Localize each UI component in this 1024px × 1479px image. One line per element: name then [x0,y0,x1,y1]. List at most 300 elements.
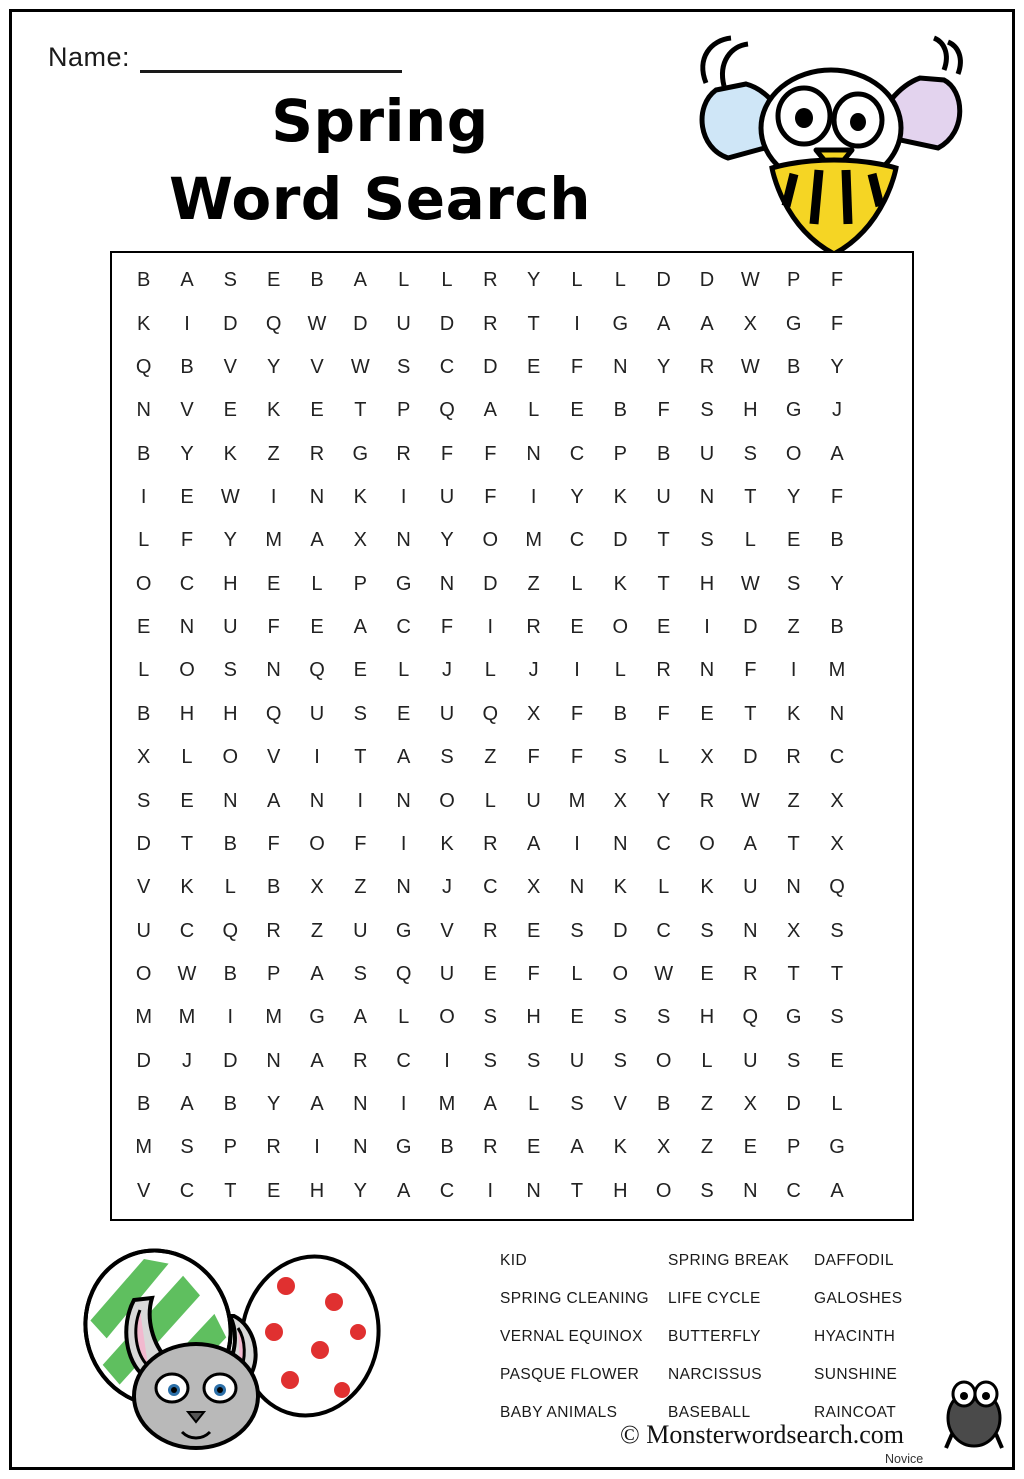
grid-cell[interactable]: A [700,312,714,335]
grid-cell[interactable] [859,1040,902,1083]
grid-cell[interactable]: E [526,1136,541,1159]
grid-cell[interactable]: X [656,1136,671,1159]
grid-cell[interactable]: D [743,746,758,769]
grid-cell[interactable]: O [222,746,239,769]
grid-cell[interactable]: R [353,1049,368,1072]
grid-cell[interactable]: Z [787,616,800,639]
grid-cell[interactable]: K [180,876,194,899]
grid-cell[interactable]: J [441,659,452,682]
grid-cell[interactable]: C [179,572,195,595]
grid-cell[interactable]: Q [482,702,499,725]
grid-cell[interactable]: R [699,789,715,812]
grid-cell[interactable]: C [179,919,195,942]
grid-cell[interactable]: I [400,485,407,508]
grid-cell[interactable]: E [526,919,541,942]
grid-cell[interactable]: B [830,616,844,639]
grid-cell[interactable]: G [395,1136,412,1159]
grid-cell[interactable]: C [439,1179,455,1202]
grid-cell[interactable]: H [743,399,758,422]
grid-cell[interactable]: E [396,702,411,725]
grid-cell[interactable]: S [396,355,411,378]
grid-cell[interactable]: P [786,1136,801,1159]
grid-cell[interactable]: N [136,399,151,422]
grid-cell[interactable]: L [181,746,193,769]
grid-cell[interactable]: X [743,1093,757,1116]
grid-cell[interactable]: I [444,1049,450,1072]
grid-cell[interactable]: F [484,442,497,465]
grid-cell[interactable]: U [743,1049,758,1072]
grid-cell[interactable]: U [656,485,671,508]
grid-cell[interactable]: Z [700,1136,714,1159]
grid-cell[interactable]: L [614,269,626,292]
grid-cell[interactable]: K [613,485,627,508]
grid-cell[interactable]: F [527,962,540,985]
grid-cell[interactable]: T [180,832,194,855]
grid-cell[interactable]: F [570,702,584,725]
grid-cell[interactable]: F [267,832,280,855]
grid-cell[interactable]: B [656,1093,671,1116]
grid-cell[interactable]: Y [830,355,844,378]
grid-cell[interactable]: F [354,832,367,855]
grid-cell[interactable]: F [657,702,670,725]
grid-cell[interactable]: B [310,269,324,292]
grid-cell[interactable]: X [830,789,844,812]
grid-cell[interactable]: A [396,1179,411,1202]
grid-cell[interactable]: D [699,269,715,292]
grid-cell[interactable] [859,476,902,519]
grid-cell[interactable]: I [400,832,407,855]
grid-cell[interactable]: A [353,1006,367,1029]
grid-cell[interactable]: P [786,269,801,292]
grid-cell[interactable]: H [309,1179,325,1202]
grid-cell[interactable]: W [307,312,327,335]
grid-cell[interactable]: I [530,485,537,508]
grid-cell[interactable]: E [743,1136,757,1159]
grid-cell[interactable]: Y [526,269,541,292]
grid-cell[interactable]: K [613,876,627,899]
grid-cell[interactable]: L [484,659,496,682]
grid-cell[interactable]: G [785,312,802,335]
grid-cell[interactable]: X [526,702,541,725]
grid-cell[interactable]: L [528,1093,540,1116]
grid-cell[interactable]: A [310,529,324,552]
grid-cell[interactable]: E [266,572,281,595]
grid-cell[interactable]: B [266,876,281,899]
grid-cell[interactable]: O [655,1179,672,1202]
grid-cell[interactable]: C [656,919,671,942]
grid-cell[interactable]: N [439,572,455,595]
grid-cell[interactable]: F [440,616,454,639]
grid-cell[interactable]: N [396,789,411,812]
grid-cell[interactable]: T [354,399,367,422]
grid-cell[interactable]: B [786,355,801,378]
grid-cell[interactable]: H [179,702,195,725]
grid-cell[interactable]: B [440,1136,454,1159]
grid-cell[interactable]: S [353,702,367,725]
grid-cell[interactable]: E [266,269,281,292]
grid-cell[interactable]: V [440,919,454,942]
grid-cell[interactable]: V [180,399,194,422]
grid-cell[interactable]: B [180,355,194,378]
grid-cell[interactable] [859,302,902,345]
grid-cell[interactable]: T [787,962,800,985]
grid-cell[interactable]: I [574,312,580,335]
grid-cell[interactable]: S [526,1049,541,1072]
grid-cell[interactable]: L [614,659,626,682]
grid-cell[interactable] [859,1126,902,1169]
grid-cell[interactable]: W [740,355,760,378]
grid-cell[interactable]: D [223,312,238,335]
grid-cell[interactable]: C [656,832,671,855]
grid-cell[interactable] [859,866,902,909]
grid-cell[interactable]: C [569,529,585,552]
grid-cell[interactable]: F [570,355,584,378]
grid-cell[interactable]: I [227,1006,234,1029]
grid-cell[interactable]: E [136,616,151,639]
grid-cell[interactable]: E [700,702,714,725]
grid-cell[interactable]: R [483,1136,498,1159]
grid-cell[interactable]: F [830,269,844,292]
grid-cell[interactable]: A [483,399,497,422]
grid-cell[interactable]: L [441,269,453,292]
grid-cell[interactable]: R [483,832,498,855]
grid-cell[interactable]: T [787,832,800,855]
grid-cell[interactable]: O [179,659,195,682]
grid-cell[interactable]: D [786,1093,801,1116]
grid-cell[interactable]: O [135,572,152,595]
grid-cell[interactable]: R [483,919,498,942]
grid-cell[interactable]: S [743,442,757,465]
grid-cell[interactable]: R [656,659,671,682]
grid-cell[interactable]: Z [354,876,367,899]
grid-cell[interactable]: S [483,1049,497,1072]
grid-cell[interactable]: O [612,616,629,639]
grid-cell[interactable] [859,432,902,475]
grid-cell[interactable]: M [135,1006,152,1029]
grid-cell[interactable]: N [613,832,628,855]
grid-cell[interactable]: J [441,876,452,899]
grid-cell[interactable]: N [179,616,195,639]
grid-cell[interactable]: O [439,1006,455,1029]
grid-cell[interactable]: L [138,659,150,682]
grid-cell[interactable]: X [786,919,801,942]
grid-cell[interactable]: S [223,269,237,292]
grid-cell[interactable]: Y [786,485,801,508]
grid-cell[interactable]: Z [787,789,800,812]
grid-cell[interactable]: B [136,702,151,725]
grid-cell[interactable] [859,779,902,822]
grid-cell[interactable]: D [223,1049,238,1072]
grid-cell[interactable]: S [353,962,367,985]
grid-cell[interactable]: S [656,1006,671,1029]
grid-cell[interactable]: N [309,485,325,508]
grid-cell[interactable]: J [181,1049,192,1072]
grid-cell[interactable]: Y [656,355,671,378]
grid-cell[interactable]: T [744,485,757,508]
grid-cell[interactable]: Z [267,442,280,465]
grid-cell[interactable]: E [483,962,497,985]
grid-cell[interactable]: B [136,269,151,292]
grid-cell[interactable]: Q [265,312,282,335]
grid-cell[interactable]: V [266,746,281,769]
grid-cell[interactable]: N [613,355,628,378]
grid-cell[interactable]: L [224,876,236,899]
grid-cell[interactable]: B [613,399,627,422]
grid-cell[interactable] [859,953,902,996]
grid-cell[interactable]: I [270,485,277,508]
grid-cell[interactable] [859,823,902,866]
grid-cell[interactable]: G [309,1006,325,1029]
grid-cell[interactable]: T [570,1179,584,1202]
grid-cell[interactable]: E [830,1049,844,1072]
grid-cell[interactable]: V [613,1093,627,1116]
grid-cell[interactable]: T [527,312,540,335]
grid-cell[interactable]: X [353,529,367,552]
grid-cell[interactable]: Q [265,702,282,725]
grid-cell[interactable]: F [830,312,844,335]
grid-cell[interactable]: O [135,962,152,985]
grid-cell[interactable]: X [700,746,714,769]
grid-cell[interactable]: I [704,616,710,639]
grid-cell[interactable]: L [831,1093,843,1116]
grid-cell[interactable]: O [612,962,629,985]
grid-cell[interactable]: X [310,876,324,899]
grid-cell[interactable]: L [658,876,670,899]
grid-cell[interactable]: M [178,1006,196,1029]
grid-cell[interactable]: T [744,702,757,725]
grid-cell[interactable]: F [440,442,454,465]
grid-cell[interactable]: A [353,269,367,292]
grid-cell[interactable] [859,736,902,779]
grid-cell[interactable]: A [743,832,757,855]
grid-cell[interactable]: Q [395,962,412,985]
grid-cell[interactable]: U [743,876,758,899]
grid-cell[interactable]: S [786,572,801,595]
grid-cell[interactable]: S [700,1179,714,1202]
grid-cell[interactable]: B [613,702,627,725]
grid-cell[interactable]: Y [223,529,237,552]
grid-cell[interactable]: I [790,659,797,682]
grid-cell[interactable]: T [224,1179,237,1202]
grid-cell[interactable]: K [136,312,151,335]
grid-cell[interactable]: N [309,789,325,812]
grid-cell[interactable]: P [613,442,627,465]
grid-cell[interactable]: L [744,529,756,552]
grid-cell[interactable]: L [571,572,583,595]
grid-cell[interactable]: X [526,876,541,899]
grid-cell[interactable]: E [570,616,584,639]
grid-cell[interactable]: F [570,746,584,769]
grid-cell[interactable]: W [740,789,760,812]
grid-cell[interactable]: I [314,1136,320,1159]
grid-cell[interactable]: W [740,572,760,595]
grid-cell[interactable]: E [570,1006,584,1029]
grid-cell[interactable]: C [439,355,455,378]
grid-cell[interactable]: U [396,312,411,335]
grid-cell[interactable]: S [613,1049,627,1072]
grid-cell[interactable]: M [265,1006,282,1029]
grid-cell[interactable]: N [526,1179,541,1202]
grid-cell[interactable]: D [483,355,498,378]
grid-cell[interactable]: R [483,312,498,335]
grid-cell[interactable]: O [699,832,715,855]
grid-cell[interactable]: L [571,962,583,985]
grid-cell[interactable]: T [657,572,670,595]
grid-cell[interactable] [859,909,902,952]
grid-cell[interactable]: E [310,399,324,422]
grid-cell[interactable]: L [311,572,323,595]
grid-cell[interactable]: A [830,1179,844,1202]
grid-cell[interactable]: A [180,269,194,292]
grid-cell[interactable] [859,346,902,389]
grid-cell[interactable]: P [266,962,281,985]
grid-cell[interactable]: N [396,529,411,552]
grid-cell[interactable]: N [569,876,585,899]
grid-cell[interactable]: L [398,269,410,292]
grid-cell[interactable]: S [570,919,584,942]
grid-cell[interactable]: Q [135,355,152,378]
grid-cell[interactable]: D [439,312,455,335]
grid-cell[interactable]: X [136,746,151,769]
grid-cell[interactable]: U [439,485,455,508]
grid-cell[interactable]: S [613,1006,627,1029]
grid-cell[interactable]: J [831,399,842,422]
grid-cell[interactable]: C [483,876,498,899]
grid-cell[interactable]: M [265,529,282,552]
grid-cell[interactable]: E [700,962,714,985]
grid-cell[interactable]: R [266,919,281,942]
grid-cell[interactable]: N [223,789,238,812]
grid-cell[interactable]: U [569,1049,585,1072]
grid-cell[interactable]: T [830,962,844,985]
grid-cell[interactable]: X [830,832,844,855]
grid-cell[interactable]: S [830,919,844,942]
grid-cell[interactable]: H [699,572,715,595]
grid-cell[interactable]: N [266,1049,281,1072]
grid-cell[interactable]: F [744,659,757,682]
grid-cell[interactable]: N [743,1179,758,1202]
grid-cell[interactable]: E [656,616,671,639]
grid-cell[interactable]: R [309,442,325,465]
grid-cell[interactable]: A [570,1136,584,1159]
grid-cell[interactable]: Y [656,789,671,812]
grid-cell[interactable]: F [267,616,280,639]
grid-cell[interactable]: A [310,1049,324,1072]
grid-cell[interactable]: E [570,399,584,422]
grid-cell[interactable]: E [180,485,194,508]
grid-cell[interactable]: M [568,789,586,812]
grid-cell[interactable]: X [613,789,627,812]
grid-cell[interactable]: Y [266,1093,281,1116]
grid-cell[interactable]: L [484,789,496,812]
grid-cell[interactable]: A [266,789,281,812]
grid-cell[interactable]: E [353,659,367,682]
grid-cell[interactable]: U [526,789,541,812]
grid-cell[interactable]: H [223,702,238,725]
grid-cell[interactable]: G [829,1136,845,1159]
grid-cell[interactable]: V [136,876,151,899]
grid-cell[interactable]: L [658,746,670,769]
grid-cell[interactable]: W [654,962,674,985]
grid-cell[interactable] [859,389,902,432]
grid-cell[interactable]: D [656,269,671,292]
grid-cell[interactable]: D [483,572,498,595]
grid-cell[interactable]: A [830,442,844,465]
grid-cell[interactable]: R [699,355,715,378]
grid-cell[interactable]: E [786,529,801,552]
grid-cell[interactable]: N [266,659,281,682]
grid-cell[interactable] [859,259,902,302]
grid-cell[interactable]: G [395,572,412,595]
grid-cell[interactable]: D [353,312,368,335]
grid-cell[interactable]: F [830,485,844,508]
grid-cell[interactable]: C [179,1179,195,1202]
grid-cell[interactable]: N [353,1136,368,1159]
grid-cell[interactable] [859,519,902,562]
grid-cell[interactable]: E [180,789,194,812]
grid-cell[interactable]: Q [829,876,845,899]
grid-cell[interactable]: U [699,442,715,465]
grid-cell[interactable]: W [220,485,240,508]
grid-cell[interactable]: R [786,746,801,769]
grid-cell[interactable]: I [140,485,147,508]
grid-cell[interactable]: N [699,659,715,682]
grid-cell[interactable]: Y [830,572,844,595]
grid-cell[interactable]: A [526,832,541,855]
grid-cell[interactable]: B [136,442,151,465]
grid-cell[interactable]: Z [484,746,497,769]
grid-cell[interactable]: L [701,1049,713,1072]
grid-cell[interactable]: K [440,832,454,855]
grid-cell[interactable]: M [135,1136,152,1159]
grid-cell[interactable]: K [786,702,801,725]
grid-cell[interactable]: T [657,529,670,552]
grid-cell[interactable]: I [357,789,364,812]
grid-cell[interactable]: Z [527,572,540,595]
grid-cell[interactable]: E [526,355,541,378]
grid-cell[interactable]: Y [266,355,281,378]
grid-cell[interactable] [859,996,902,1039]
grid-cell[interactable]: S [700,529,714,552]
grid-cell[interactable]: Y [570,485,584,508]
grid-cell[interactable]: K [353,485,367,508]
grid-cell[interactable]: N [699,485,715,508]
grid-cell[interactable] [859,693,902,736]
grid-cell[interactable]: Z [310,919,324,942]
grid-cell[interactable]: B [656,442,671,465]
grid-cell[interactable]: S [786,1049,801,1072]
grid-cell[interactable]: S [700,919,714,942]
grid-cell[interactable]: E [266,1179,281,1202]
grid-cell[interactable]: S [440,746,454,769]
grid-cell[interactable]: S [223,659,237,682]
grid-cell[interactable] [859,1170,902,1213]
grid-cell[interactable]: U [309,702,325,725]
grid-cell[interactable]: K [223,442,237,465]
grid-cell[interactable]: I [574,659,580,682]
grid-cell[interactable]: C [396,616,411,639]
grid-cell[interactable]: D [613,529,628,552]
grid-cell[interactable]: A [656,312,671,335]
grid-cell[interactable]: Y [353,1179,367,1202]
grid-cell[interactable]: F [180,529,194,552]
grid-cell[interactable]: M [525,529,542,552]
grid-cell[interactable]: C [786,1179,801,1202]
grid-cell[interactable]: F [527,746,540,769]
grid-cell[interactable]: R [396,442,411,465]
grid-cell[interactable]: S [830,1006,844,1029]
grid-cell[interactable]: K [613,572,627,595]
